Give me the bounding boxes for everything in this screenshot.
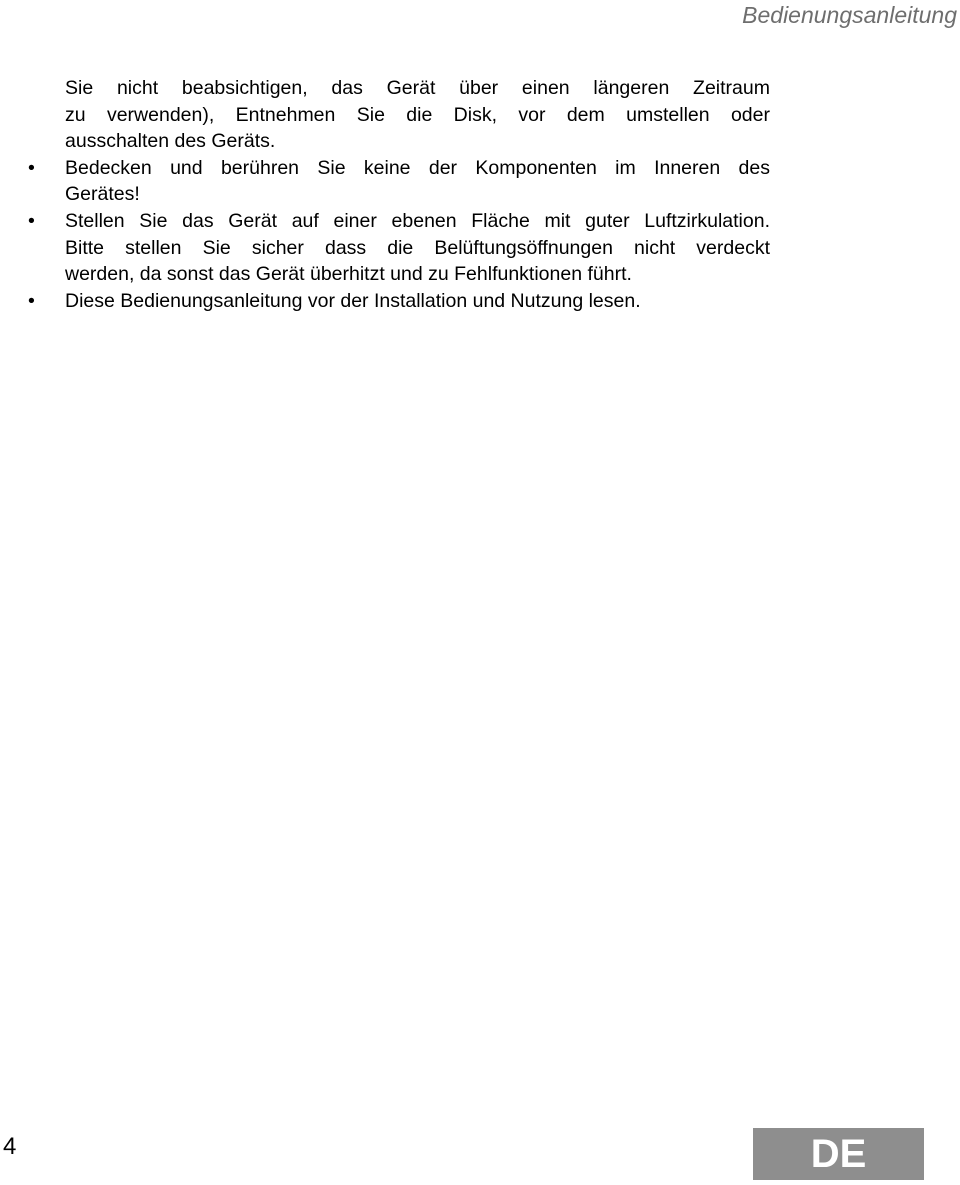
page-header-title: Bedienungsanleitung [742,2,957,28]
text-line: Sie nicht beabsichtigen, das Gerät über einen längeren Zeitraum [65,77,770,99]
bullet-item [0,288,770,315]
bullet-icon: • [28,209,35,232]
text-line: Bedecken und berühren Sie keine der Komponenten im Inneren des [65,156,770,179]
text-line: Diese Bedienungsanleitung vor der Installation und Nutzung lesen. [65,289,641,312]
text-line: Bitte stellen Sie sicher dass die Belüftungsöffnungen nicht verdeckt [65,236,770,259]
text-line: Stellen Sie das Gerät auf einer ebenen Fläche mit guter Luftzirkulation. [65,209,770,232]
text-line: Gerätes! [65,183,140,206]
bullet-item [0,155,770,208]
text-line: werden, da sonst das Gerät überhitzt und zu Fehlfunktionen führt. [65,263,632,286]
bullet-item [0,208,770,288]
page-number: 4 [3,1133,17,1160]
bullet-icon: • [28,156,35,179]
language-badge: DE [753,1128,924,1180]
manual-content [0,75,960,314]
text-line: zu verwenden), Entnehmen Sie die Disk, vor dem umstellen oder [65,103,770,126]
text-line: ausschalten des Geräts. [65,130,276,153]
bullet-icon: • [28,289,35,312]
intro-paragraph [0,75,770,155]
